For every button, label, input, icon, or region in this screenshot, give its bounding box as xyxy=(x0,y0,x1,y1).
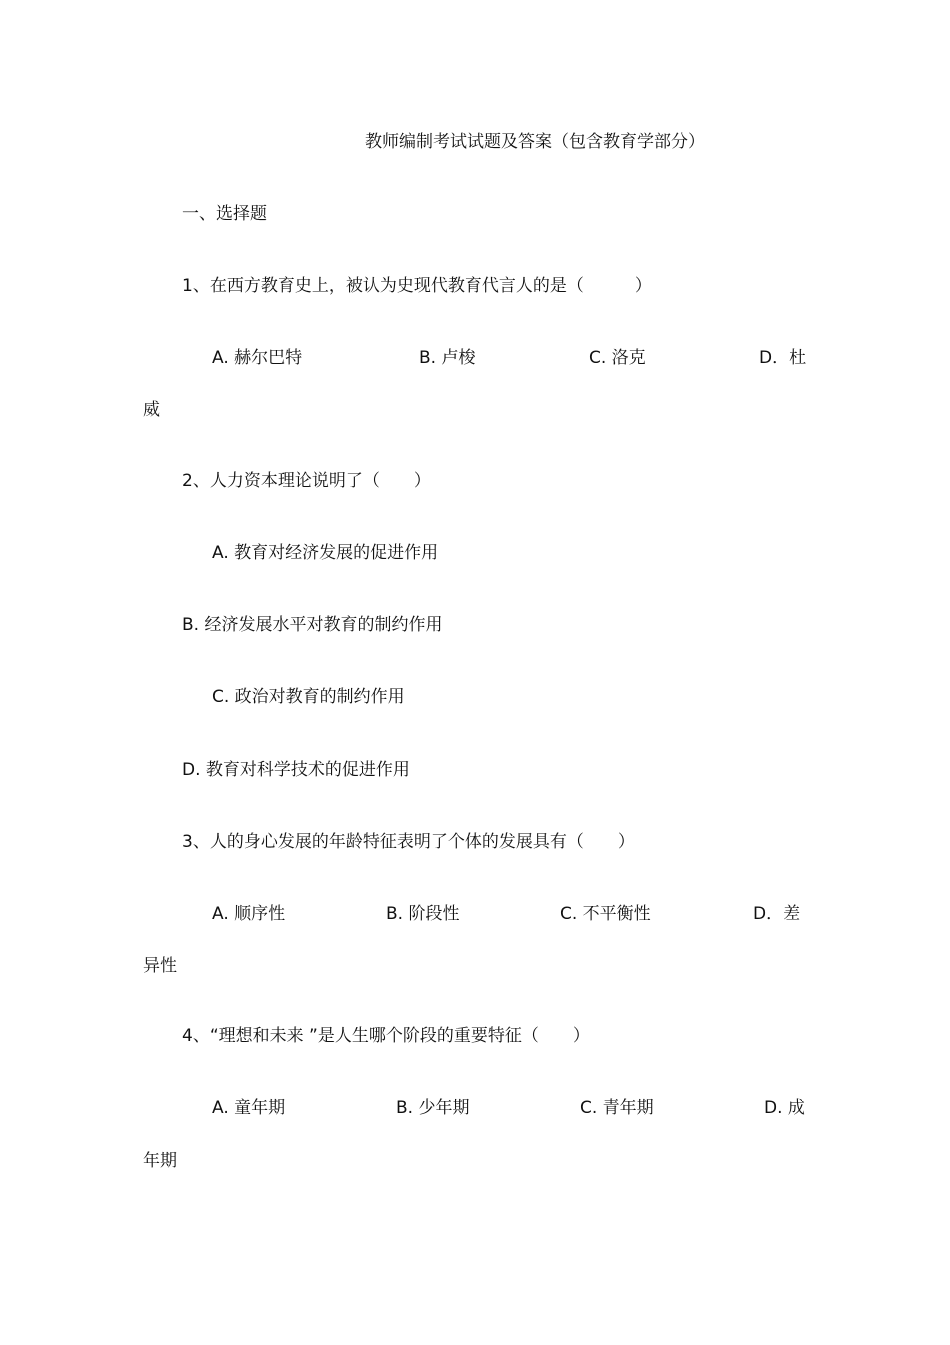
question-stem: 1、在西方教育史上，被认为史现代教育代言人的是（ ） xyxy=(182,276,652,296)
option-c: C. 不平衡性 xyxy=(560,904,651,924)
option-d: D. 成 xyxy=(764,1098,805,1118)
question-stem: 4、“理想和未来 ”是人生哪个阶段的重要特征（ ） xyxy=(182,1026,590,1046)
option-a: A. 童年期 xyxy=(212,1098,286,1118)
option-a: A. 教育对经济发展的促进作用 xyxy=(212,543,439,563)
question-stem: 2、人力资本理论说明了（ ） xyxy=(182,471,431,491)
option-a: A. 赫尔巴特 xyxy=(212,348,303,368)
option-c: C. 洛克 xyxy=(589,348,646,368)
option-c: C. 政治对教育的制约作用 xyxy=(212,687,405,707)
question-stem: 3、人的身心发展的年龄特征表明了个体的发展具有（ ） xyxy=(182,832,635,852)
option-b: B. 经济发展水平对教育的制约作用 xyxy=(182,615,443,635)
option-b: B. 少年期 xyxy=(396,1098,470,1118)
option-d: D. 教育对科学技术的促进作用 xyxy=(182,760,410,780)
option-d-wrap: 年期 xyxy=(143,1151,177,1171)
option-d-wrap: 威 xyxy=(143,400,160,420)
option-b: B. 卢梭 xyxy=(419,348,476,368)
option-a: A. 顺序性 xyxy=(212,904,286,924)
option-d-wrap: 异性 xyxy=(143,956,177,976)
document-title: 教师编制考试试题及答案（包含教育学部分） xyxy=(365,132,705,152)
option-d: D．差 xyxy=(753,904,801,924)
option-c: C. 青年期 xyxy=(580,1098,654,1118)
option-b: B. 阶段性 xyxy=(386,904,460,924)
section-heading: 一、选择题 xyxy=(182,204,267,224)
option-d: D．杜 xyxy=(759,348,807,368)
